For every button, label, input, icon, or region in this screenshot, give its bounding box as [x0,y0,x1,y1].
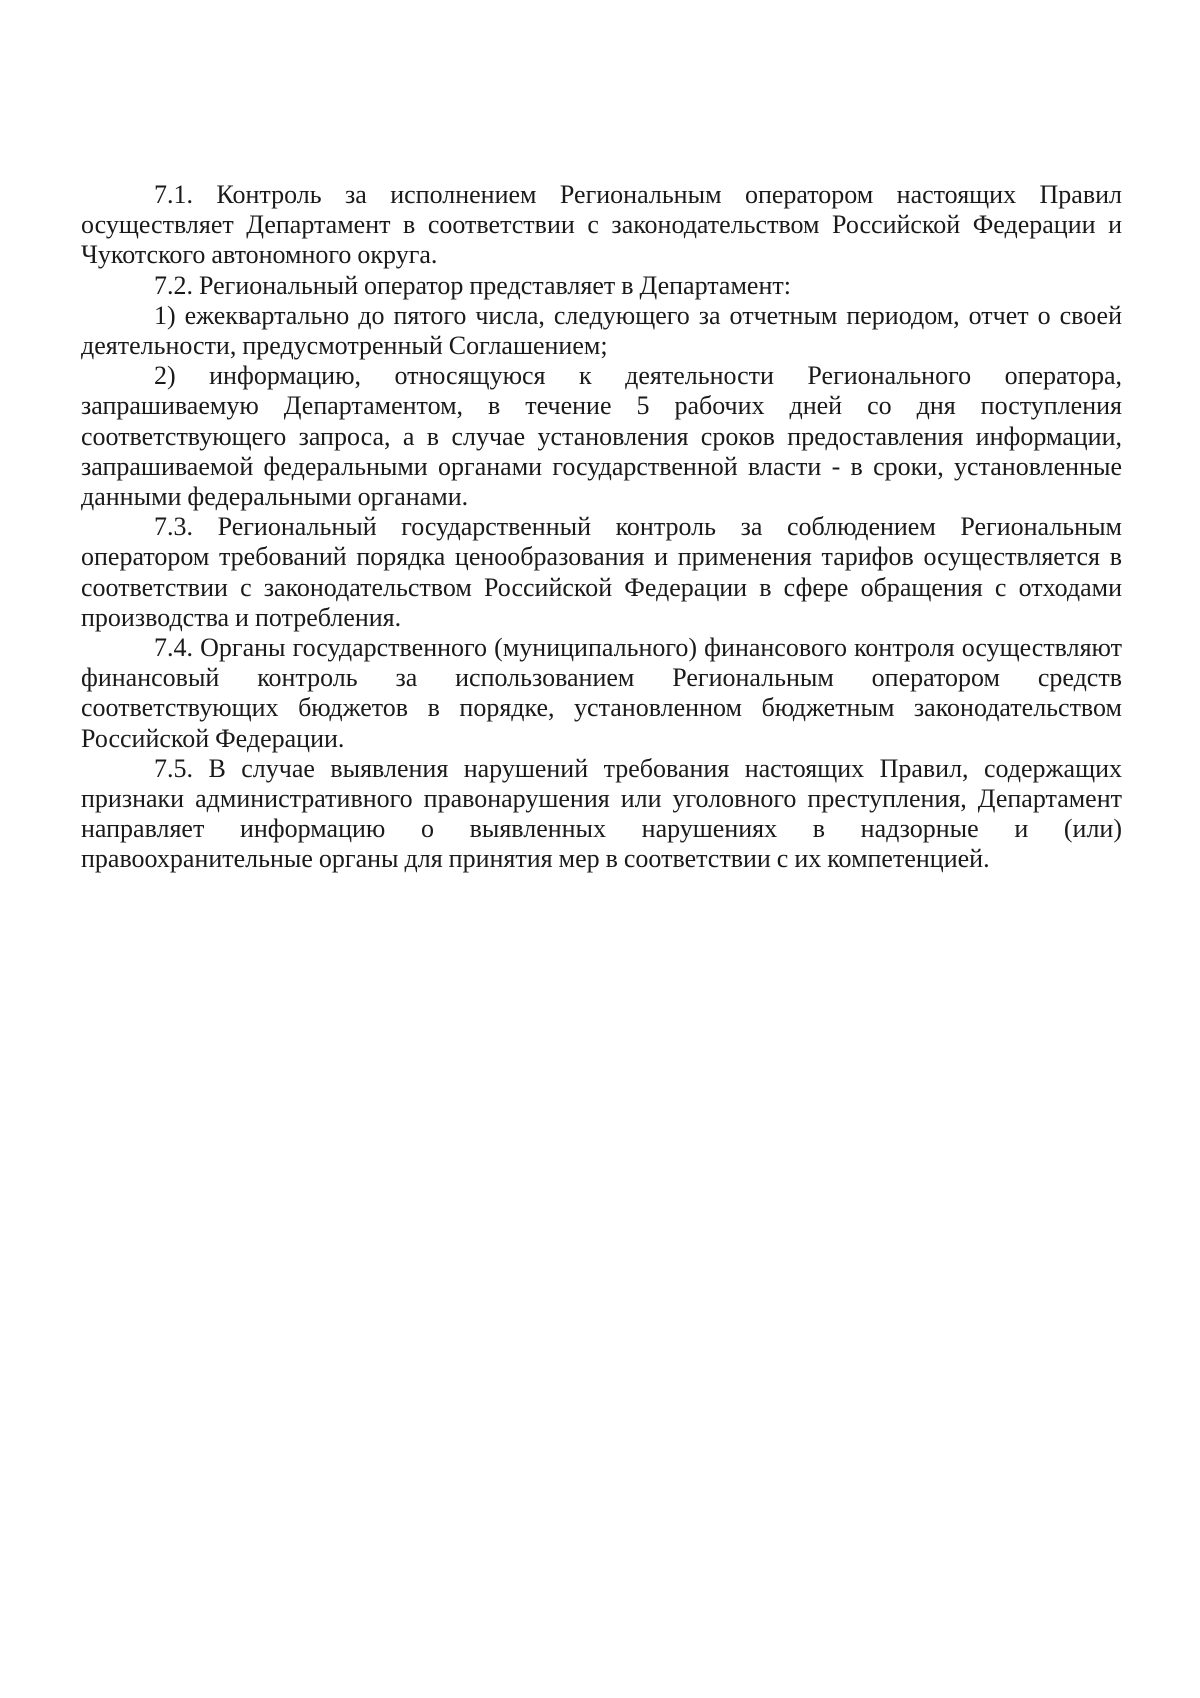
paragraph-7-4: 7.4. Органы государственного (муниципального) финансового контроля осуществляют финансовый контроль за использованием Региональным оператором средств соответствующих бюджетов в порядке, установленном бюджетным законодательством Российской Федерации. [81,633,1122,753]
paragraph-7-5: 7.5. В случае выявления нарушений требования настоящих Правил, содержащих признаки административного правонарушения или уголовного преступления, Департамент направляет информацию о выявленных нарушениях в надзорные и (или) правоохранительные органы для принятия мер в соответствии с их компетенцией. [81,753,1122,874]
paragraph-7-2: 7.2. Региональный оператор представляет в Департамент: [154,270,791,300]
paragraph-7-1: 7.1. Контроль за исполнением Региональным оператором настоящих Правил осуществляет Департамент в соответствии с законодательством Российской Федерации и Чукотского автономного округа. [81,180,1122,270]
paragraph-7-3: 7.3. Региональный государственный контроль за соблюдением Региональным оператором требований порядка ценообразования и применения тарифов осуществляется в соответствии с законодательством Российской Федерации в сфере обращения с отходами производства и потребления. [81,512,1122,632]
document-body [81,180,1122,875]
paragraph-7-2-item-2: 2) информацию, относящуюся к деятельности Регионального оператора, запрашиваемую Департаментом, в течение 5 рабочих дней со дня поступления соответствующего запроса, а в случае установления сроков предоставления информации, запрашиваемой федеральными органами государственной власти - в сроки, установленные данными федеральными органами. [81,361,1122,512]
paragraph-7-2-item-1: 1) ежеквартально до пятого числа, следующего за отчетным периодом, отчет о своей деятельности, предусмотренный Соглашением; [81,300,1122,361]
